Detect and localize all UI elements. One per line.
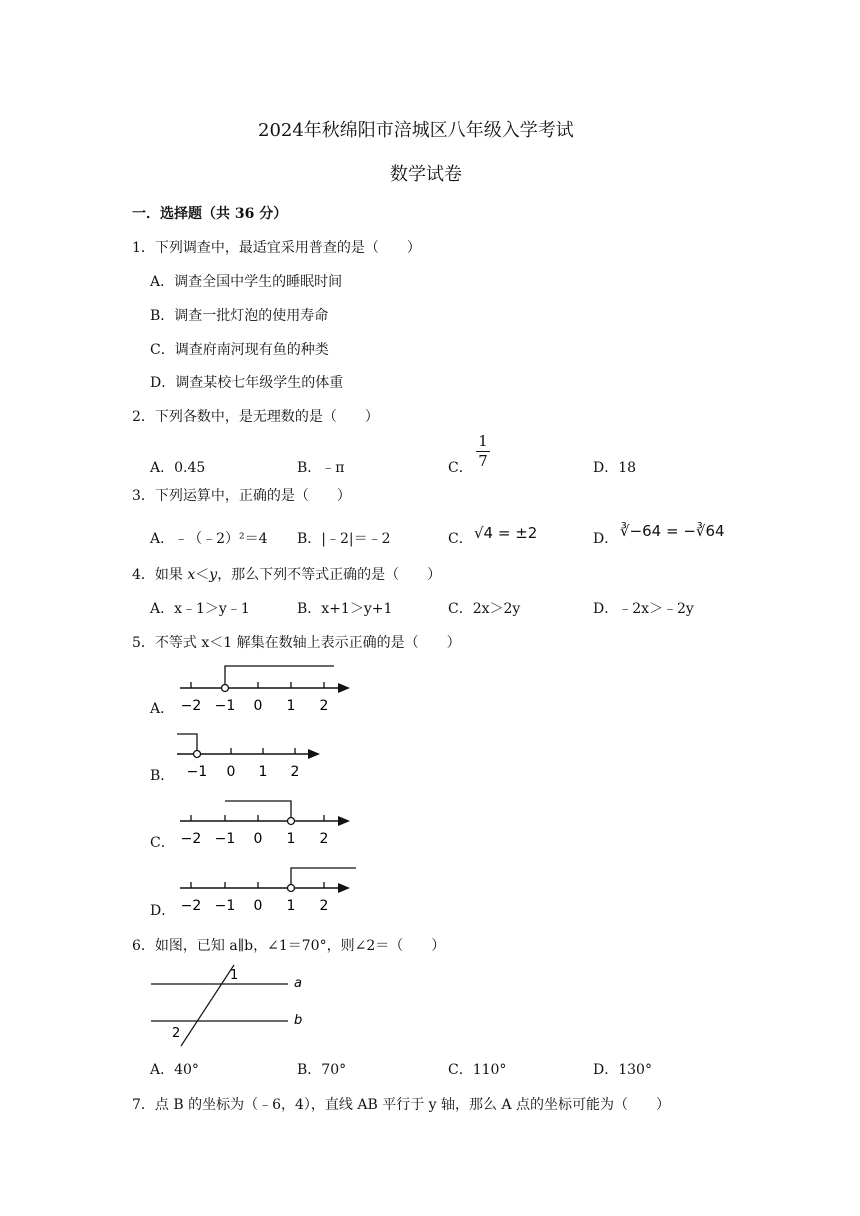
question-6-option-a: A．40° (150, 1062, 199, 1078)
number-line-b (172, 728, 328, 782)
tick-label: 0 (253, 898, 263, 914)
question-5-stem: 5．不等式 x＜1 解集在数轴上表示正确的是（ ） (132, 635, 461, 651)
question-5-option-c-label: C． (150, 835, 175, 851)
question-1-option-b: B．调查一批灯泡的使用寿命 (150, 308, 329, 324)
number-line-a (172, 660, 358, 716)
tick-label: 2 (290, 764, 300, 780)
question-3-stem: 3．下列运算中，正确的是（ ） (132, 488, 351, 504)
axis-arrow (338, 816, 350, 826)
question-6-option-b: B．70° (297, 1062, 347, 1078)
question-2-option-b: B．﹣π (297, 460, 345, 476)
tick-label: 0 (253, 831, 263, 847)
tick-label: −1 (214, 698, 236, 714)
q4-variable-x: x (187, 567, 196, 583)
question-2-option-a: A．0.45 (150, 460, 206, 476)
open-endpoint (194, 751, 201, 758)
number-line-c (172, 795, 358, 849)
question-3-option-c-label: C． (448, 531, 473, 547)
open-endpoint (288, 818, 295, 825)
tick-label: 0 (226, 764, 236, 780)
question-4-stem (132, 564, 441, 584)
tick-label: 1 (286, 831, 296, 847)
tick-label: −2 (180, 831, 202, 847)
question-3-option-b: B．|﹣2|＝﹣2 (297, 531, 391, 547)
line-b-label: b (294, 1013, 303, 1028)
q4-stem-suffix: ，那么下列不等式正确的是（ ） (217, 567, 442, 583)
question-2-option-c-label: C． (448, 460, 473, 476)
question-4-option-a: A．x﹣1＞y﹣1 (150, 601, 250, 617)
question-2-stem: 2．下列各数中，是无理数的是（ ） (132, 409, 379, 425)
question-5-option-d-label: D． (150, 903, 176, 919)
tick-label: 2 (319, 698, 329, 714)
tick-label: 2 (319, 898, 329, 914)
question-4-option-d: D．﹣2x＞﹣2y (593, 601, 694, 617)
tick-label: 2 (319, 831, 329, 847)
exam-title: 2024年秋绵阳市涪城区八年级入学考试 (258, 120, 574, 141)
tick-label: 1 (258, 764, 268, 780)
question-3-option-a: A．﹣（﹣2）²＝4 (150, 531, 268, 547)
tick-label: −1 (214, 898, 236, 914)
tick-label: 1 (286, 698, 296, 714)
q4-less-than: ＜ (195, 567, 210, 583)
question-7-stem: 7．点 B 的坐标为（﹣6，4），直线 AB 平行于 y 轴，那么 A 点的坐标可能为（ ） (132, 1097, 671, 1113)
solution-bracket (225, 666, 334, 686)
question-5-option-b-label: B． (150, 768, 175, 784)
tick-label: 1 (286, 898, 296, 914)
transversal (181, 965, 234, 1046)
question-4-option-b: B．x+1＞y+1 (297, 601, 393, 617)
open-endpoint (222, 685, 229, 692)
fraction-numerator: 1 (478, 432, 488, 450)
angle-2-label: 2 (172, 1026, 181, 1041)
open-endpoint (288, 885, 295, 892)
question-1-option-d: D．调查某校七年级学生的体重 (150, 375, 344, 391)
question-3-option-d-expression: ∛−64 = −∛64 (620, 522, 725, 540)
question-6-option-d: D．130° (593, 1062, 652, 1078)
question-3-option-c-expression: √4 = ±2 (474, 524, 538, 542)
fraction-denominator: 7 (478, 452, 488, 470)
section-heading: 一．选择题（共 36 分） (132, 206, 288, 222)
question-4-option-c: C．2x＞2y (448, 601, 521, 617)
question-2-option-c-fraction (476, 434, 490, 469)
question-2-option-d: D．18 (593, 460, 637, 476)
exam-subtitle: 数学试卷 (390, 164, 462, 185)
axis-arrow (308, 749, 320, 759)
tick-label: −1 (186, 764, 208, 780)
question-6-stem: 6．如图，已知 a∥b，∠1＝70°，则∠2＝（ ） (132, 938, 446, 954)
question-3-option-d-label: D． (593, 531, 619, 547)
question-6-option-c: C．110° (448, 1062, 507, 1078)
axis-arrow (338, 883, 350, 893)
tick-label: −2 (180, 898, 202, 914)
solution-bracket (177, 734, 197, 752)
line-a-label: a (294, 976, 302, 991)
axis-arrow (338, 683, 350, 693)
parallel-lines-figure (148, 962, 318, 1048)
question-1-stem: 1．下列调查中，最适宜采用普查的是（ ） (132, 240, 421, 256)
tick-label: −1 (214, 831, 236, 847)
question-1-option-c: C．调查府南河现有鱼的种类 (150, 342, 329, 358)
angle-1-label: 1 (230, 968, 239, 983)
tick-label: −2 (180, 698, 202, 714)
tick-label: 0 (253, 698, 263, 714)
question-5-option-a-label: A． (150, 701, 175, 717)
number-line-d (172, 862, 358, 916)
q4-stem-prefix: 4．如果 (132, 567, 188, 583)
question-1-option-a: A．调查全国中学生的睡眠时间 (150, 274, 343, 290)
q4-variable-y: y (209, 567, 218, 583)
